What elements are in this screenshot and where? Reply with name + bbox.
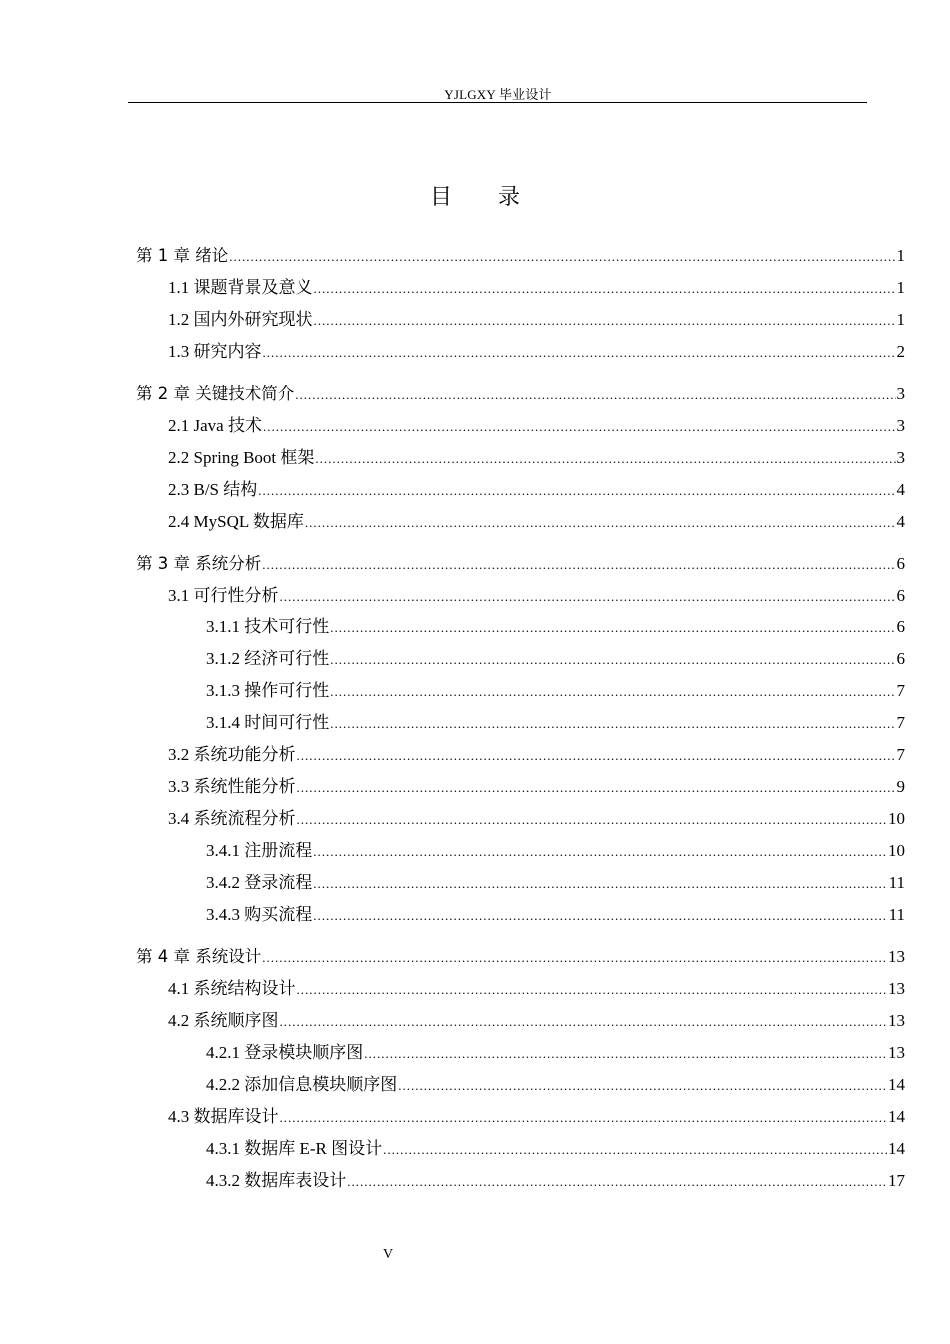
toc-dot-leader xyxy=(330,712,895,736)
toc-dot-leader xyxy=(398,1074,887,1098)
toc-entry-page: 1 xyxy=(896,278,905,297)
toc-section-entry[interactable] xyxy=(168,584,905,609)
toc-entry-page: 7 xyxy=(896,745,905,764)
toc-subsection-entry[interactable] xyxy=(206,711,905,736)
toc-entry-page: 13 xyxy=(888,947,905,966)
toc-dot-leader xyxy=(313,840,887,864)
toc-entry-page: 13 xyxy=(888,1043,905,1062)
toc-dot-leader xyxy=(297,808,888,832)
toc-title xyxy=(0,180,950,211)
toc-entry-label: 3.4.2 登录流程 xyxy=(206,873,313,892)
toc-chapter-entry[interactable] xyxy=(136,945,905,970)
toc-subsection-entry[interactable] xyxy=(206,615,905,640)
toc-entry-page: 13 xyxy=(888,1011,905,1030)
toc-section-entry[interactable] xyxy=(168,1105,905,1130)
toc-entry-label: 第 3 章 系统分析 xyxy=(136,554,262,573)
toc-entry-label: 2.4 MySQL 数据库 xyxy=(168,512,304,531)
toc-section-entry[interactable] xyxy=(168,414,905,439)
toc-entry-label: 第 1 章 绪论 xyxy=(136,246,229,265)
toc-entry-page: 7 xyxy=(896,681,905,700)
toc-section-entry[interactable] xyxy=(168,807,905,832)
toc-dot-leader xyxy=(297,744,896,768)
toc-dot-leader xyxy=(229,245,895,269)
toc-entry-label: 2.2 Spring Boot 框架 xyxy=(168,448,315,467)
toc-dot-leader xyxy=(314,309,896,333)
toc-entry-page: 6 xyxy=(896,649,905,668)
toc-entry-label: 3.4.3 购买流程 xyxy=(206,905,313,924)
toc-entry-page: 9 xyxy=(896,777,905,796)
toc-dot-leader xyxy=(262,946,887,970)
toc-entry-page: 10 xyxy=(888,809,905,828)
toc-entry-page: 6 xyxy=(896,617,905,636)
toc-entry-label: 第 4 章 系统设计 xyxy=(136,947,262,966)
toc-entry-label: 4.3.1 数据库 E-R 图设计 xyxy=(206,1139,383,1158)
toc-subsection-entry[interactable] xyxy=(206,839,905,864)
toc-entry-page: 3 xyxy=(896,448,905,467)
toc-subsection-entry[interactable] xyxy=(206,1041,905,1066)
toc-entry-label: 1.2 国内外研究现状 xyxy=(168,310,313,329)
toc-entry-label: 第 2 章 关键技术简介 xyxy=(136,384,295,403)
toc-dot-leader xyxy=(280,1010,888,1034)
toc-dot-leader xyxy=(364,1042,887,1066)
toc-dot-leader xyxy=(297,776,896,800)
toc-subsection-entry[interactable] xyxy=(206,647,905,672)
toc-entry-label: 3.1.4 时间可行性 xyxy=(206,713,330,732)
toc-dot-leader xyxy=(347,1170,887,1194)
toc-chapter-entry[interactable] xyxy=(136,244,905,269)
toc-entry-label: 3.1 可行性分析 xyxy=(168,586,279,605)
toc-entry-label: 3.1.1 技术可行性 xyxy=(206,617,330,636)
running-header: YJLGXY 毕业设计 xyxy=(444,87,552,102)
toc-entry-page: 1 xyxy=(896,246,905,265)
toc-entry-page: 6 xyxy=(896,586,905,605)
toc-section-entry[interactable] xyxy=(168,510,905,535)
toc-entry-page: 4 xyxy=(896,512,905,531)
toc-subsection-entry[interactable] xyxy=(206,1169,905,1194)
toc-dot-leader xyxy=(295,383,895,407)
toc-entry-page: 11 xyxy=(888,873,905,892)
toc-entry-page: 4 xyxy=(896,480,905,499)
toc-entry-label: 3.1.3 操作可行性 xyxy=(206,681,330,700)
toc-entry-label: 4.3 数据库设计 xyxy=(168,1107,279,1126)
page-number: V xyxy=(382,1247,394,1262)
toc-entry-label: 3.2 系统功能分析 xyxy=(168,745,296,764)
toc-dot-leader xyxy=(305,511,896,535)
toc-dot-leader xyxy=(258,479,895,503)
toc-subsection-entry[interactable] xyxy=(206,871,905,896)
toc-entry-label: 4.2.1 登录模块顺序图 xyxy=(206,1043,364,1062)
toc-entry-label: 3.3 系统性能分析 xyxy=(168,777,296,796)
toc-entry-label: 3.1.2 经济可行性 xyxy=(206,649,330,668)
toc-dot-leader xyxy=(280,1106,888,1130)
toc-entry-page: 14 xyxy=(888,1075,905,1094)
toc-entry-label: 4.3.2 数据库表设计 xyxy=(206,1171,347,1190)
toc-entry-label: 4.2 系统顺序图 xyxy=(168,1011,279,1030)
toc-entry-page: 6 xyxy=(896,554,905,573)
toc-subsection-entry[interactable] xyxy=(206,903,905,928)
header-rule xyxy=(128,102,867,103)
toc-entry-label: 4.1 系统结构设计 xyxy=(168,979,296,998)
toc-dot-leader xyxy=(314,277,896,301)
toc-title-left: 目 xyxy=(429,185,452,210)
toc-entry-page: 14 xyxy=(888,1107,905,1126)
toc-section-entry[interactable] xyxy=(168,478,905,503)
toc-subsection-entry[interactable] xyxy=(206,679,905,704)
toc-dot-leader xyxy=(330,648,895,672)
toc-entry-page: 13 xyxy=(888,979,905,998)
toc-section-entry[interactable] xyxy=(168,743,905,768)
toc-entry-page: 7 xyxy=(896,713,905,732)
toc-dot-leader xyxy=(263,341,896,365)
toc-entry-page: 2 xyxy=(896,342,905,361)
toc-entry-label: 1.3 研究内容 xyxy=(168,342,262,361)
toc-section-entry[interactable] xyxy=(168,446,905,471)
toc-entry-label: 3.4 系统流程分析 xyxy=(168,809,296,828)
toc-entry-page: 3 xyxy=(896,416,905,435)
toc-dot-leader xyxy=(315,447,895,471)
toc-entry-label: 1.1 课题背景及意义 xyxy=(168,278,313,297)
toc-dot-leader xyxy=(330,680,895,704)
toc-entry-page: 10 xyxy=(888,841,905,860)
toc-dot-leader xyxy=(313,904,887,928)
toc-chapter-entry[interactable] xyxy=(136,382,905,407)
toc-section-entry[interactable] xyxy=(168,340,905,365)
toc-entry-label: 3.4.1 注册流程 xyxy=(206,841,313,860)
toc-entry-label: 2.3 B/S 结构 xyxy=(168,480,258,499)
toc-title-right: 录 xyxy=(498,185,521,210)
toc-section-entry[interactable] xyxy=(168,977,905,1002)
toc-dot-leader xyxy=(330,616,895,640)
toc-subsection-entry[interactable] xyxy=(206,1137,905,1162)
toc-dot-leader xyxy=(383,1138,887,1162)
toc-entry-page: 3 xyxy=(896,384,905,403)
toc-entry-label: 2.1 Java 技术 xyxy=(168,416,262,435)
toc-entry-label: 4.2.2 添加信息模块顺序图 xyxy=(206,1075,398,1094)
toc-dot-leader xyxy=(280,585,896,609)
toc-section-entry[interactable] xyxy=(168,1009,905,1034)
toc-entry-page: 1 xyxy=(896,310,905,329)
toc-section-entry[interactable] xyxy=(168,276,905,301)
toc-dot-leader xyxy=(262,553,895,577)
toc-section-entry[interactable] xyxy=(168,775,905,800)
toc-subsection-entry[interactable] xyxy=(206,1073,905,1098)
toc-dot-leader xyxy=(263,415,896,439)
toc-entry-page: 11 xyxy=(888,905,905,924)
toc-dot-leader xyxy=(313,872,887,896)
toc-entry-page: 17 xyxy=(888,1171,905,1190)
toc-dot-leader xyxy=(297,978,888,1002)
toc-entry-page: 14 xyxy=(888,1139,905,1158)
toc-chapter-entry[interactable] xyxy=(136,552,905,577)
toc-section-entry[interactable] xyxy=(168,308,905,333)
